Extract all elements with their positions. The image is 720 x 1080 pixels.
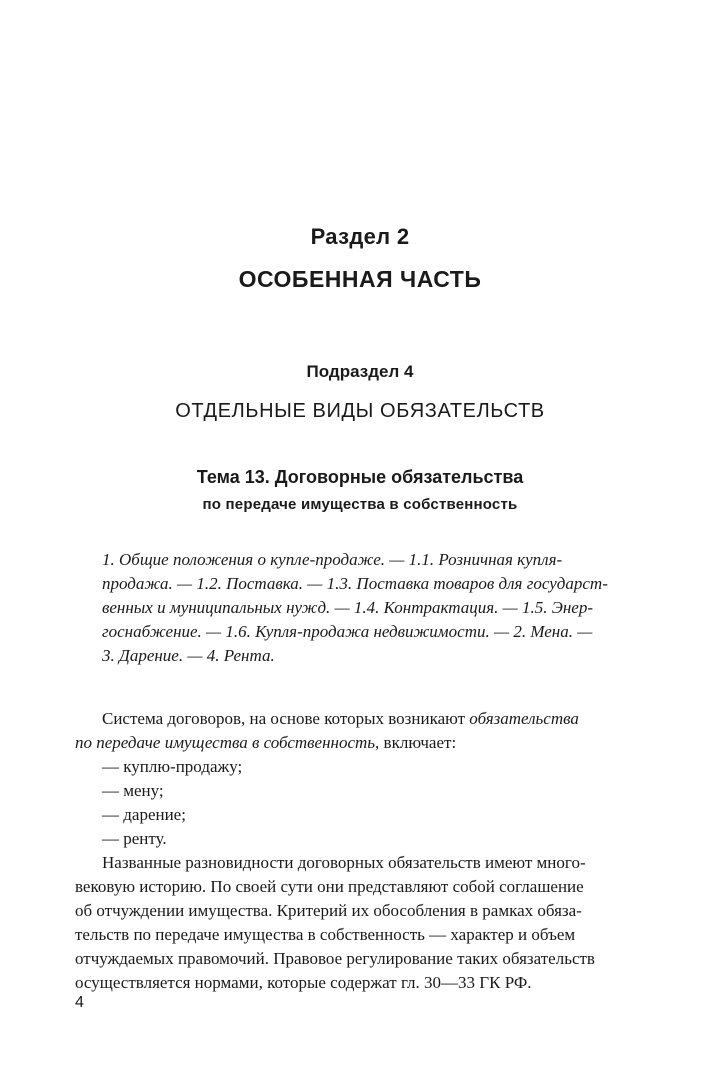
topic-subtitle: по передаче имущества в собственность [202,496,518,513]
summary-line: 1. Общие положения о купле-продаже. — 1.1. Розничная купля- [102,550,563,569]
paragraph-line: Названные разновидности договорных обязательств имеют много- [102,853,586,872]
intro-italic: обязательства [469,709,579,728]
section-title: ОСОБЕННАЯ ЧАСТЬ [238,266,482,292]
topic-summary [102,548,642,668]
section-label: Раздел 2 [310,224,410,249]
paragraph-line: вековую историю. По своей сути они представляют собой соглашение [75,877,584,896]
page-number: 4 [75,994,84,1011]
summary-line: продажа. — 1.2. Поставка. — 1.3. Поставка товаров для государст- [102,574,608,593]
list-item: — мену; [102,781,164,800]
list-item: — дарение; [102,805,186,824]
intro-line [75,731,643,755]
topic-title: Тема 13. Договорные обязательства [196,467,524,487]
intro-line [75,707,643,731]
list-item: — куплю-продажу; [102,757,243,776]
summary-line: 3. Дарение. — 4. Рента. [102,646,275,665]
intro-plain: Система договоров, на основе которых возникают [102,709,470,728]
subsection-title: ОТДЕЛЬНЫЕ ВИДЫ ОБЯЗАТЕЛЬСТВ [175,400,545,422]
paragraph-line: об отчуждении имущества. Критерий их обособления в рамках обяза- [75,901,582,920]
summary-line: госнабжение. — 1.6. Купля-продажа недвижимости. — 2. Мена. — [102,622,593,641]
list-item: — ренту. [102,829,167,848]
subsection-label: Подраздел 4 [306,362,414,381]
summary-line: венных и муниципальных нужд. — 1.4. Контрактация. — 1.5. Энер- [102,598,594,617]
body-text [75,707,643,995]
paragraph-line: тельств по передаче имущества в собственность — характер и объем [75,925,576,944]
paragraph-line: осуществляется нормами, которые содержат гл. 30—33 ГК РФ. [75,973,532,992]
intro-tail: , включает: [375,733,457,752]
intro-italic: по передаче имущества в собственность [75,733,376,752]
paragraph-line: отчуждаемых правомочий. Правовое регулирование таких обязательств [75,949,595,968]
